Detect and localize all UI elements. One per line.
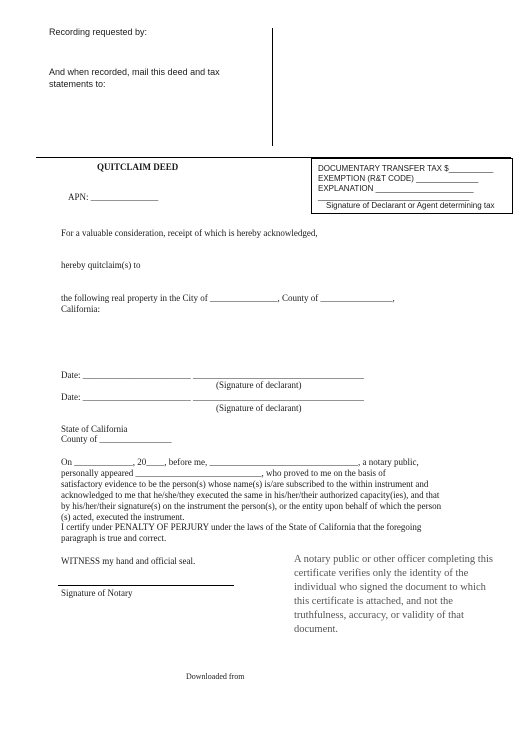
mail-to-label-line2: statements to: [49,79,106,89]
date-signature-line-1[interactable]: Date: ________________________ ______________________________________ [61,370,364,380]
notary-paragraph-line3: satisfactory evidence to be the person(s) whose name(s) is/are subscribed to the within instrument and [61,479,429,489]
tax-amount-field[interactable]: DOCUMENTARY TRANSFER TAX $__________ [318,164,494,173]
apn-field[interactable]: APN: _______________ [68,192,159,202]
notary-disclaimer: A notary public or other officer completing this certificate verifies only the identity of the individual who signed the document to which this certificate is attached, and not the truthfulness, accuracy, or validity of that document. [294,554,493,635]
notary-paragraph-line2[interactable]: personally appeared ____________________________, who proved to me on the basis of [61,468,386,478]
exemption-field[interactable]: EXEMPTION (R&T CODE) ______________ [318,174,479,183]
downloaded-from-footer: Downloaded from [186,672,245,681]
notary-paragraph-line5: by his/her/their signature(s) on the instrument the person(s), or the entity upon behalf of which the person [61,501,442,511]
date-signature-line-2[interactable]: Date: ________________________ ______________________________________ [61,392,364,402]
mail-to-label-line1: And when recorded, mail this deed and tax [49,67,220,77]
state-label: State of California [61,424,128,434]
consideration-text: For a valuable consideration, receipt of which is hereby acknowledged, [61,228,318,238]
notary-signature-line[interactable] [58,585,234,586]
property-state-line: California: [61,304,100,314]
notary-paragraph-line1[interactable]: On _____________, 20____, before me, _________________________________, a notary public, [61,457,419,467]
county-field[interactable]: County of ________________ [61,434,172,444]
declarant-signature-label-2: (Signature of declarant) [216,403,302,413]
explanation-field[interactable]: EXPLANATION ______________________ [318,184,474,193]
notary-paragraph-line4: acknowledged to me that he/she/they executed the same in his/her/their authorized capacity(ies), and that [61,490,440,500]
tax-signature-label: Signature of Declarant or Agent determining tax [326,201,495,210]
perjury-line1: I certify under PENALTY OF PERJURY under the laws of the State of California that the foregoing [61,522,422,532]
quitclaim-text: hereby quitclaim(s) to [61,260,141,270]
witness-text: WITNESS my hand and official seal. [61,556,196,566]
notary-signature-label: Signature of Notary [61,588,133,598]
recording-requested-label: Recording requested by: [49,27,148,37]
explanation-extra-line[interactable]: __________________________________ [318,192,470,201]
declarant-signature-label-1: (Signature of declarant) [216,380,302,390]
header-vertical-divider [272,28,273,146]
perjury-line2: paragraph is true and correct. [61,533,167,543]
deed-title: QUITCLAIM DEED [97,162,179,172]
notary-paragraph-line6: (s) acted, executed the instrument. [61,512,185,522]
property-location-line[interactable]: the following real property in the City of _______________, County of ________________, [61,293,395,303]
